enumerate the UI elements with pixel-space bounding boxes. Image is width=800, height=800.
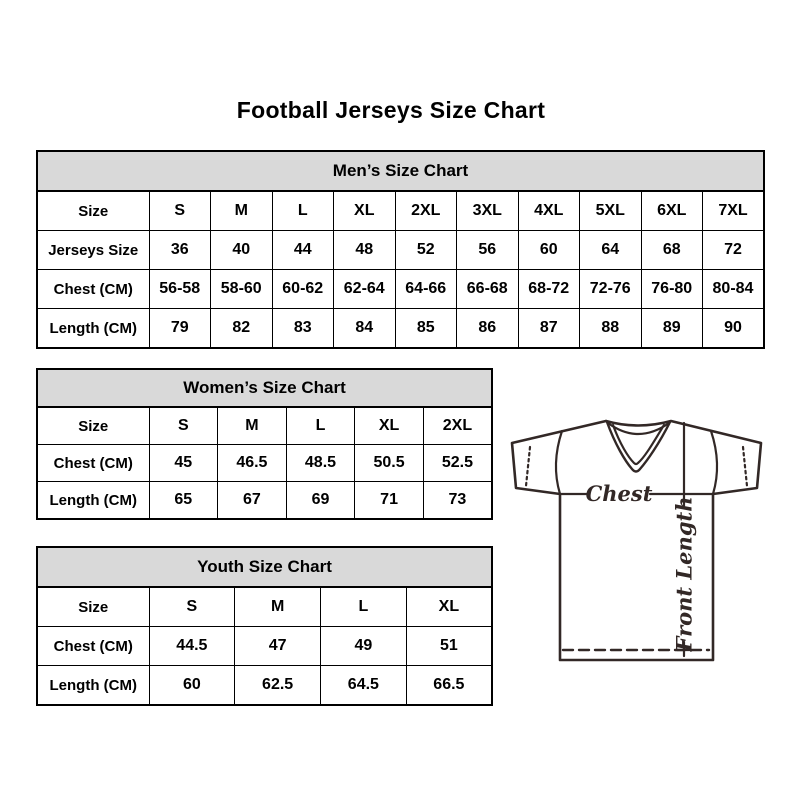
value-cell: 88 [580, 309, 642, 349]
value-cell: 60 [149, 666, 235, 706]
value-cell: 67 [218, 482, 287, 520]
value-cell: 49 [321, 627, 407, 666]
value-cell: 84 [334, 309, 396, 349]
value-cell: 60-62 [272, 270, 334, 309]
value-cell: 79 [149, 309, 211, 349]
right-cuff-dotted-line [743, 447, 747, 486]
value-cell: 71 [355, 482, 424, 520]
table-header-row [37, 151, 764, 191]
row-label-cell: Size [37, 587, 149, 627]
value-cell: 7XL [703, 191, 765, 231]
left-cuff-dotted-line [526, 447, 530, 486]
youth-size-chart-section [36, 546, 493, 706]
value-cell: 89 [641, 309, 703, 349]
value-cell: 36 [149, 231, 211, 270]
table-row [37, 445, 492, 482]
youth-size-table [36, 546, 493, 706]
value-cell: 50.5 [355, 445, 424, 482]
table-row [37, 309, 764, 349]
value-cell: 48 [334, 231, 396, 270]
value-cell: 47 [235, 627, 321, 666]
value-cell: 76-80 [641, 270, 703, 309]
value-cell: 45 [149, 445, 218, 482]
value-cell: 66-68 [457, 270, 519, 309]
value-cell: 86 [457, 309, 519, 349]
value-cell: 56 [457, 231, 519, 270]
table-row [37, 231, 764, 270]
value-cell: 73 [423, 482, 492, 520]
right-armhole-seam [711, 431, 717, 494]
womens-size-table [36, 368, 493, 520]
value-cell: S [149, 191, 211, 231]
value-cell: M [235, 587, 321, 627]
value-cell: 44 [272, 231, 334, 270]
mens-size-chart-section [36, 150, 765, 349]
table-header-row [37, 369, 492, 407]
womens-table-title: Women’s Size Chart [37, 369, 492, 407]
value-cell: 51 [406, 627, 492, 666]
value-cell: 2XL [423, 407, 492, 445]
value-cell: 68 [641, 231, 703, 270]
value-cell: 83 [272, 309, 334, 349]
value-cell: XL [355, 407, 424, 445]
value-cell: XL [406, 587, 492, 627]
value-cell: 4XL [518, 191, 580, 231]
row-label-cell: Size [37, 407, 149, 445]
table-row [37, 407, 492, 445]
table-row [37, 627, 492, 666]
value-cell: 48.5 [286, 445, 355, 482]
front-length-label: Front Length [671, 496, 697, 652]
value-cell: 64 [580, 231, 642, 270]
value-cell: L [321, 587, 407, 627]
mens-table-title: Men’s Size Chart [37, 151, 764, 191]
value-cell: 52 [395, 231, 457, 270]
value-cell: M [211, 191, 273, 231]
value-cell: 46.5 [218, 445, 287, 482]
value-cell: 87 [518, 309, 580, 349]
table-row [37, 482, 492, 520]
value-cell: 62-64 [334, 270, 396, 309]
value-cell: 69 [286, 482, 355, 520]
value-cell: 72-76 [580, 270, 642, 309]
value-cell: 68-72 [518, 270, 580, 309]
value-cell: M [218, 407, 287, 445]
chest-label: Chest [585, 481, 653, 506]
value-cell: 40 [211, 231, 273, 270]
row-label-cell: Chest (CM) [37, 627, 149, 666]
row-label-cell: Size [37, 191, 149, 231]
value-cell: 2XL [395, 191, 457, 231]
value-cell: 66.5 [406, 666, 492, 706]
value-cell: 62.5 [235, 666, 321, 706]
table-row [37, 666, 492, 706]
value-cell: L [286, 407, 355, 445]
womens-size-chart-section [36, 368, 493, 520]
value-cell: 44.5 [149, 627, 235, 666]
value-cell: 3XL [457, 191, 519, 231]
table-row [37, 587, 492, 627]
value-cell: L [272, 191, 334, 231]
jersey-measurement-diagram [503, 414, 767, 666]
value-cell: S [149, 407, 218, 445]
value-cell: S [149, 587, 235, 627]
table-header-row [37, 547, 492, 587]
page-title: Football Jerseys Size Chart [236, 97, 546, 123]
value-cell: 80-84 [703, 270, 765, 309]
table-row [37, 270, 764, 309]
row-label-cell: Chest (CM) [37, 445, 149, 482]
row-label-cell: Chest (CM) [37, 270, 149, 309]
value-cell: 90 [703, 309, 765, 349]
youth-table-title: Youth Size Chart [37, 547, 492, 587]
value-cell: 65 [149, 482, 218, 520]
row-label-cell: Length (CM) [37, 666, 149, 706]
value-cell: 85 [395, 309, 457, 349]
mens-size-table [36, 150, 765, 349]
value-cell: 60 [518, 231, 580, 270]
value-cell: 64.5 [321, 666, 407, 706]
row-label-cell: Length (CM) [37, 309, 149, 349]
left-armhole-seam [556, 431, 562, 494]
row-label-cell: Length (CM) [37, 482, 149, 520]
value-cell: 58-60 [211, 270, 273, 309]
value-cell: 52.5 [423, 445, 492, 482]
value-cell: 56-58 [149, 270, 211, 309]
value-cell: 82 [211, 309, 273, 349]
value-cell: XL [334, 191, 396, 231]
value-cell: 6XL [641, 191, 703, 231]
table-row [37, 191, 764, 231]
value-cell: 64-66 [395, 270, 457, 309]
value-cell: 5XL [580, 191, 642, 231]
jersey-outline [512, 421, 761, 660]
row-label-cell: Jerseys Size [37, 231, 149, 270]
value-cell: 72 [703, 231, 765, 270]
